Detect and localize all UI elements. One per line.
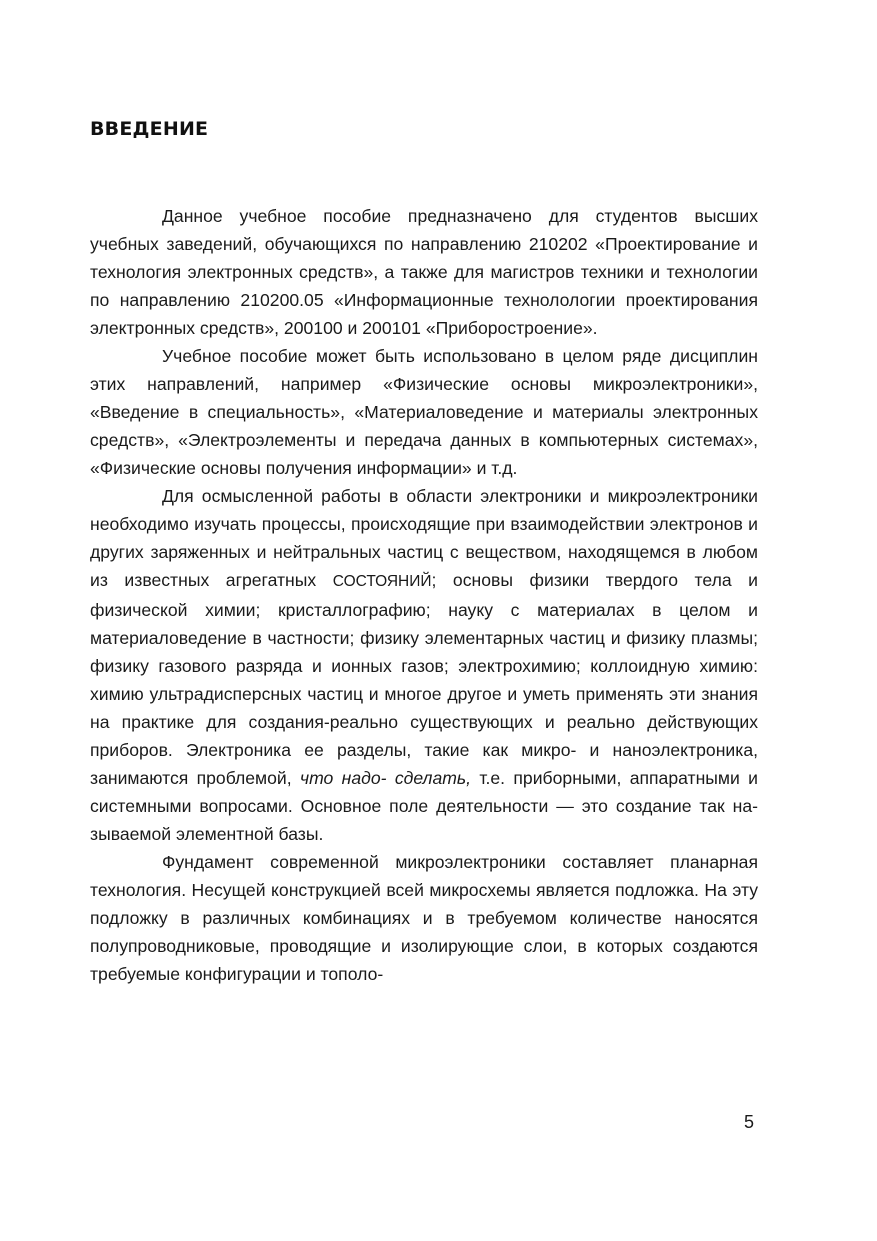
paragraph-2: Учебное пособие может быть использовано в целом ряде дисциплин этих направлений, например «Физические основы микроэлектроники», «Введение в специальность», «Материаловедение и материалы электронных средств», «Электроэлементы и передача данных в компьютерных системах», «Физические основы получения информации» и т.д. [90,346,758,478]
paragraph-3-italic-phrase: что надо- сделать, [299,768,472,788]
paragraph-3-part-2: СОСТОЯНИЙ [332,573,432,590]
page-number: 5 [744,1112,755,1132]
paragraph-3-part-1: Для осмысленной работы в области электроники и микроэлектроники необходимо изучать процессы, происходящие при взаимодействии электронов и других заряженных и нейтральных частиц с веществом, находящемся в любом из известных агрегатных [90,486,758,590]
body-text [90,202,758,988]
paragraph-4: Фундамент современной микроэлектроники составляет планарная технология. Несущей конструкцией всей микросхемы является подложка. На эту подложку в различных комбинациях и в требуемом количестве наносятся полупроводниковые, проводящие и изолирующие слои, в которых создаются требуемые конфигурации и тополо- [90,852,758,984]
paragraph-1: Данное учебное пособие предназначено для студентов высших учебных заведений, обучающихся по направлению 210202 «Проектирование и технология электронных средств», а также для магистров техники и технологии по направлению 210200.05 «Информационные технолологии проектирования электронных средств», 200100 и 200101 «Приборостроение». [90,206,758,338]
paragraph-3-part-5: т.е. приборными, аппаратными и системными вопросами. Основное поле деятельности — это создание так называемой элементной базы. [90,768,759,844]
paragraph-3-part-3: ; основы физики твердого тела и физической химии; кристаллографию; науку с материалах в целом и материаловедение в частности; физику элементарных частиц и физику плазмы; физику газового разряда и ионных газов; электрохимию; коллоидную химию: химию ультрадисперсных частиц и многое другое и уметь применять эти знания на практике для создания-реально существующих и реально действующих приборов. Электроника ее разделы, такие как микро- и наноэлектроника, занимаются проблемой, [90,570,758,788]
page-title: ВВЕДЕНИЕ [90,118,209,140]
paragraph-3 [90,482,758,848]
